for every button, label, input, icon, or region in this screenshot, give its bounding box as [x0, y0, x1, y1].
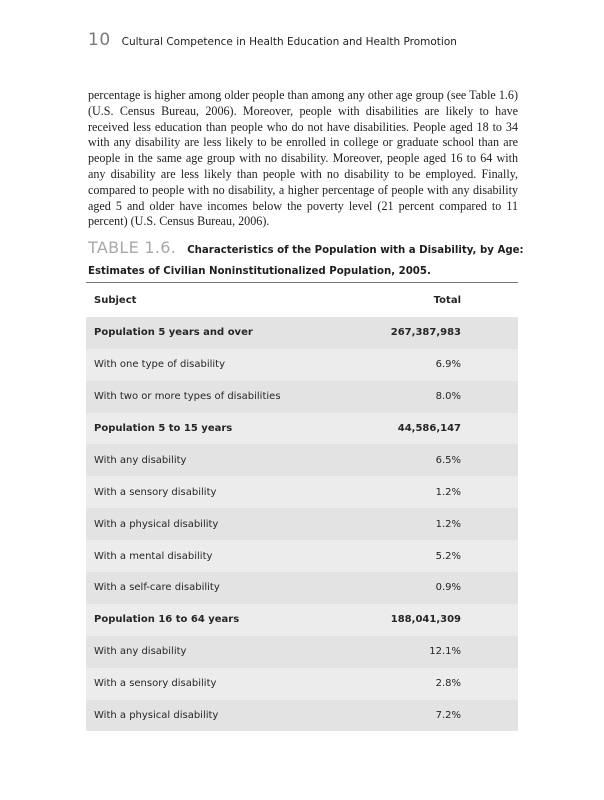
- row-total: 12.1%: [429, 646, 461, 658]
- table-caption: [88, 238, 528, 280]
- running-title: Cultural Competence in Health Education and Health Promotion: [121, 36, 457, 48]
- row-subject: With a self-care disability: [94, 582, 220, 594]
- table-title: Characteristics of the Population with a Disability, by Age: Estimates of Civilian Noninstitutionalized Population, 2005.: [88, 245, 524, 277]
- row-total: 1.2%: [435, 486, 461, 498]
- column-header-subject: Subject: [94, 295, 137, 307]
- row-total: 0.9%: [435, 582, 461, 594]
- row-total: 188,041,309: [390, 614, 461, 626]
- row-subject: Population 16 to 64 years: [94, 614, 240, 626]
- row-subject: With a mental disability: [94, 550, 213, 562]
- row-subject: With any disability: [94, 454, 187, 466]
- table-label: TABLE 1.6.: [88, 238, 177, 257]
- row-total: 6.5%: [435, 454, 461, 466]
- row-subject: Population 5 years and over: [94, 327, 253, 339]
- table-row: [86, 349, 518, 381]
- row-total: 44,586,147: [397, 423, 461, 434]
- row-subject: With a sensory disability: [94, 486, 217, 498]
- row-total: 6.9%: [435, 359, 461, 371]
- table-row: [86, 572, 518, 604]
- row-subject: Population 5 to 15 years: [94, 423, 233, 434]
- table-row: [86, 413, 518, 445]
- table-row: [86, 540, 518, 572]
- table-row: [86, 381, 518, 413]
- page-number: 10: [88, 30, 111, 50]
- table-row: [86, 636, 518, 668]
- table-row: [86, 317, 518, 349]
- row-subject: With a physical disability: [94, 710, 219, 722]
- table-row: [86, 444, 518, 476]
- table-header-row: [86, 283, 518, 317]
- table-row: [86, 700, 518, 732]
- row-subject: With a physical disability: [94, 518, 219, 530]
- row-subject: With one type of disability: [94, 359, 225, 371]
- column-header-total: Total: [433, 295, 461, 307]
- disability-table: [86, 282, 518, 731]
- row-subject: With two or more types of disabilities: [94, 391, 281, 403]
- row-total: 8.0%: [435, 391, 461, 403]
- table-row: [86, 476, 518, 508]
- row-total: 1.2%: [435, 518, 461, 530]
- row-total: 7.2%: [435, 710, 461, 722]
- row-subject: With any disability: [94, 646, 187, 658]
- row-total: 5.2%: [435, 550, 461, 562]
- page-header: [88, 30, 457, 50]
- row-total: 267,387,983: [390, 327, 461, 339]
- table-row: [86, 668, 518, 700]
- body-paragraph: percentage is higher among older people than among any other age group (see Table 1.6) (U.S. Census Bureau, 2006). Moreover, people with disabilities are likely to have received less education than people who do not have disabilities. People aged 18 to 34 with any disability are less likely to be enrolled in college or graduate school than are people in the same age group with no disability. Moreover, people aged 16 to 64 with any disability are less likely than people with no disability to be employed. Finally, compared to people with no disability, a higher percentage of people with any disability aged 5 and older have incomes below the poverty level (21 percent compared to 11 percent) (U.S. Census Bureau, 2006).: [88, 88, 518, 229]
- table-row: [86, 604, 518, 636]
- row-subject: With a sensory disability: [94, 678, 217, 690]
- table-row: [86, 508, 518, 540]
- row-total: 2.8%: [435, 678, 461, 690]
